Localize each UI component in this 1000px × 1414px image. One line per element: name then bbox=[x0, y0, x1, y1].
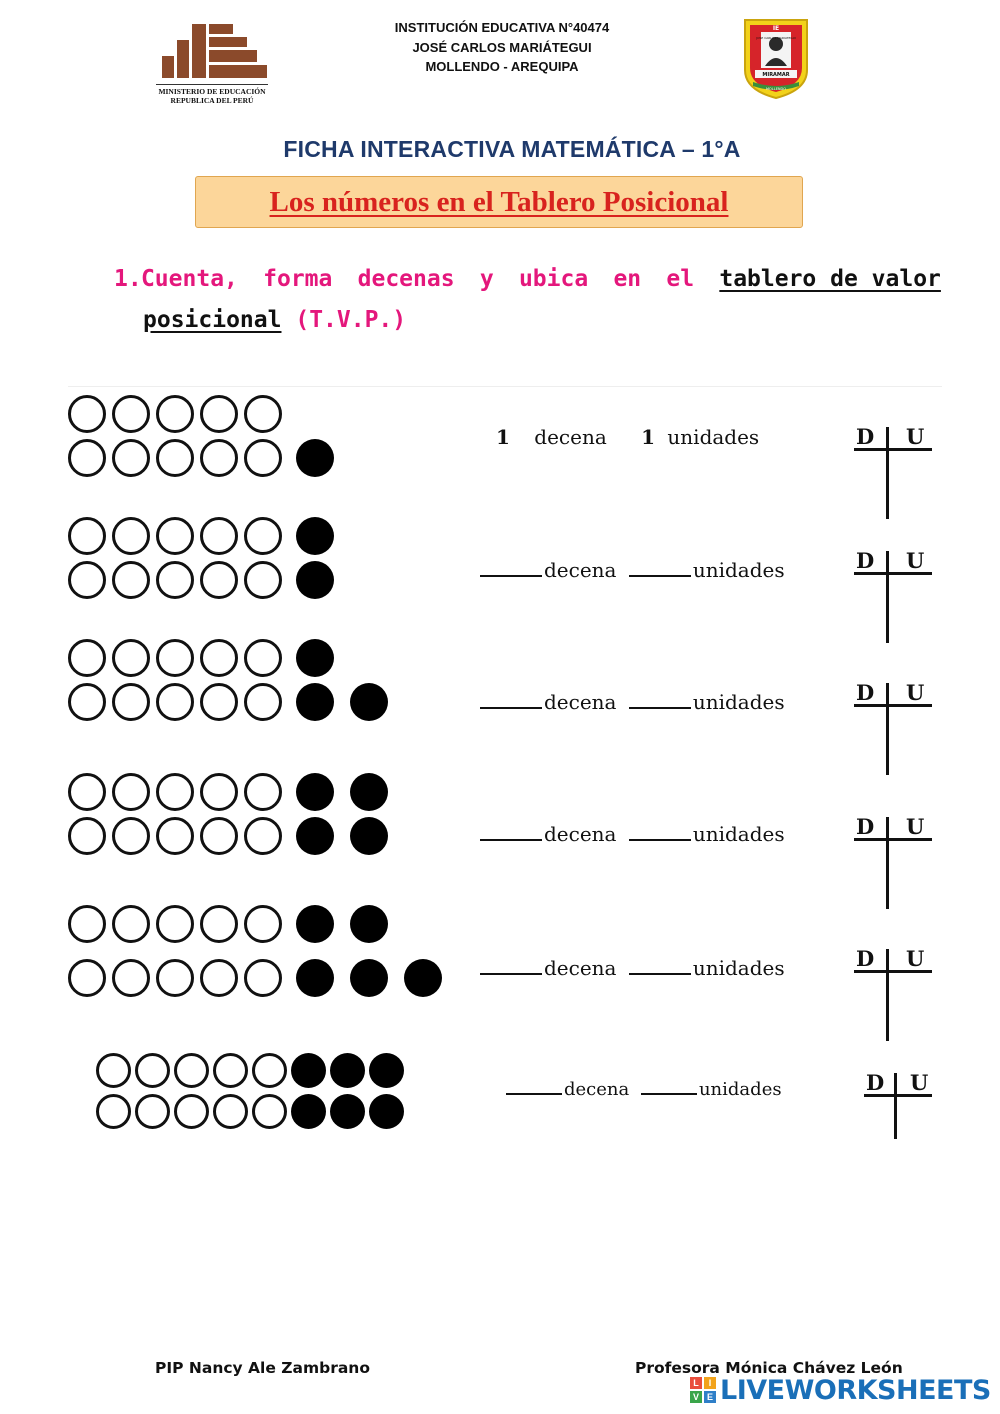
unidades-label: unidades bbox=[692, 956, 785, 980]
school-seal-icon bbox=[741, 16, 811, 100]
filled-counter bbox=[296, 905, 334, 943]
instruction-word: forma bbox=[263, 266, 333, 292]
open-counter bbox=[244, 395, 282, 433]
open-counter bbox=[200, 561, 238, 599]
school-name-line-1: INSTITUCIÓN EDUCATIVA N°40474 bbox=[394, 20, 610, 35]
filled-counter bbox=[350, 773, 388, 811]
unidades-label: unidades bbox=[692, 822, 785, 846]
open-counter bbox=[96, 1094, 131, 1129]
seal-place-text: MIRAMAR bbox=[762, 72, 790, 78]
filled-counter bbox=[296, 773, 334, 811]
ministry-line-1: MINISTERIO DE EDUCACIÓN bbox=[158, 87, 266, 96]
decena-label: decena bbox=[544, 956, 617, 980]
units-answer-field[interactable] bbox=[629, 955, 691, 975]
open-counter bbox=[68, 817, 106, 855]
worksheet-heading: FICHA INTERACTIVA MATEMÁTICA – 1°A bbox=[283, 136, 741, 162]
place-value-table bbox=[864, 1070, 932, 1139]
tens-answer-field[interactable] bbox=[480, 557, 542, 577]
tens-answer-field[interactable] bbox=[480, 821, 542, 841]
open-counter bbox=[112, 561, 150, 599]
instruction-underlined-1: tablero de valor bbox=[719, 266, 941, 292]
open-counter bbox=[244, 817, 282, 855]
liveworksheets-wordmark: LIVEWORKSHEETS bbox=[720, 1374, 991, 1406]
decena-label: decena bbox=[534, 425, 607, 449]
sentence bbox=[480, 557, 785, 582]
exercise-row-4 bbox=[68, 773, 942, 893]
open-counter bbox=[200, 639, 238, 677]
filled-counter bbox=[350, 959, 388, 997]
place-value-table bbox=[854, 680, 932, 775]
open-counter bbox=[156, 905, 194, 943]
sentence bbox=[506, 1075, 782, 1100]
seal-name-text: JOSE CARLOS MARIATEGUI bbox=[756, 36, 796, 40]
open-counter bbox=[112, 683, 150, 721]
filled-counter bbox=[296, 959, 334, 997]
open-counter bbox=[156, 683, 194, 721]
sentence bbox=[496, 425, 759, 449]
open-counter bbox=[112, 395, 150, 433]
tens-value: 1 bbox=[496, 425, 510, 449]
tvp-d: D bbox=[856, 946, 875, 971]
filled-counter bbox=[296, 817, 334, 855]
tens-answer-field[interactable] bbox=[506, 1075, 562, 1095]
units-answer-field[interactable] bbox=[629, 821, 691, 841]
unidades-label: unidades bbox=[692, 558, 785, 582]
open-counter bbox=[200, 683, 238, 721]
open-counter bbox=[200, 439, 238, 477]
unidades-label: unidades bbox=[692, 690, 785, 714]
open-counter bbox=[112, 817, 150, 855]
tvp-d: D bbox=[866, 1070, 885, 1095]
tvp-u: U bbox=[906, 548, 925, 573]
tvp-d: D bbox=[856, 814, 875, 839]
cube-letter: I bbox=[704, 1377, 716, 1389]
ministry-logo bbox=[156, 22, 268, 108]
school-location: MOLLENDO - AREQUIPA bbox=[425, 59, 579, 74]
open-counter bbox=[68, 395, 106, 433]
open-counter bbox=[156, 639, 194, 677]
open-counter bbox=[156, 773, 194, 811]
decena-label: decena bbox=[544, 558, 617, 582]
title-banner bbox=[195, 176, 803, 228]
ministry-logo-bars bbox=[156, 22, 268, 80]
filled-counter bbox=[330, 1094, 365, 1129]
sentence bbox=[480, 821, 785, 846]
filled-counter bbox=[296, 517, 334, 555]
filled-counter bbox=[291, 1094, 326, 1129]
sentence bbox=[480, 955, 785, 980]
open-counter bbox=[174, 1094, 209, 1129]
school-name-line-2: JOSÉ CARLOS MARIÁTEGUI bbox=[412, 39, 592, 55]
unidades-label: unidades bbox=[667, 425, 760, 449]
units-answer-field[interactable] bbox=[629, 689, 691, 709]
place-value-table bbox=[854, 814, 932, 909]
open-counter bbox=[244, 517, 282, 555]
footer-teacher: Profesora Mónica Chávez León bbox=[635, 1359, 903, 1377]
open-counter bbox=[112, 959, 150, 997]
place-value-table bbox=[854, 424, 932, 519]
open-counter bbox=[135, 1053, 170, 1088]
tvp-d: D bbox=[856, 680, 875, 705]
open-counter bbox=[244, 561, 282, 599]
exercise-row-3 bbox=[68, 639, 942, 759]
instruction-word: y bbox=[479, 266, 494, 292]
open-counter bbox=[68, 517, 106, 555]
instruction-number: 1. bbox=[114, 266, 142, 292]
seal-bottom-text: MOLLENDO bbox=[766, 87, 786, 91]
open-counter bbox=[213, 1094, 248, 1129]
liveworksheets-cube-icon bbox=[690, 1377, 716, 1403]
instruction bbox=[114, 259, 941, 341]
filled-counter bbox=[404, 959, 442, 997]
decena-label: decena bbox=[564, 1079, 630, 1100]
open-counter bbox=[135, 1094, 170, 1129]
open-counter bbox=[244, 439, 282, 477]
filled-counter bbox=[296, 561, 334, 599]
open-counter bbox=[174, 1053, 209, 1088]
unidades-label: unidades bbox=[698, 1079, 782, 1100]
open-counter bbox=[156, 439, 194, 477]
open-counter bbox=[156, 395, 194, 433]
open-counter bbox=[156, 959, 194, 997]
cube-letter: E bbox=[704, 1391, 716, 1403]
filled-counter bbox=[330, 1053, 365, 1088]
tens-answer-field[interactable] bbox=[480, 689, 542, 709]
tvp-u: U bbox=[906, 424, 925, 449]
filled-counter bbox=[296, 439, 334, 477]
tvp-d: D bbox=[856, 424, 875, 449]
instruction-word: en bbox=[613, 266, 642, 292]
tvp-u: U bbox=[906, 814, 925, 839]
exercise-row-6 bbox=[68, 1053, 942, 1173]
school-heading bbox=[320, 18, 684, 77]
instruction-word: el bbox=[666, 266, 695, 292]
open-counter bbox=[200, 817, 238, 855]
instruction-line-2 bbox=[114, 300, 941, 341]
sentence bbox=[480, 689, 785, 714]
ministry-caption bbox=[156, 84, 268, 105]
open-counter bbox=[112, 517, 150, 555]
open-counter bbox=[244, 683, 282, 721]
exercise-area bbox=[68, 386, 942, 1138]
open-counter bbox=[200, 517, 238, 555]
tvp-d: D bbox=[856, 548, 875, 573]
filled-counter bbox=[296, 639, 334, 677]
open-counter bbox=[200, 905, 238, 943]
filled-counter bbox=[350, 905, 388, 943]
open-counter bbox=[156, 517, 194, 555]
open-counter bbox=[68, 905, 106, 943]
open-counter bbox=[112, 439, 150, 477]
open-counter bbox=[96, 1053, 131, 1088]
instruction-word: decenas bbox=[357, 266, 455, 292]
tvp-u: U bbox=[906, 680, 925, 705]
filled-counter bbox=[350, 683, 388, 721]
open-counter bbox=[68, 561, 106, 599]
units-answer-field[interactable] bbox=[641, 1075, 697, 1095]
open-counter bbox=[112, 905, 150, 943]
filled-counter bbox=[350, 817, 388, 855]
footer-author: PIP Nancy Ale Zambrano bbox=[155, 1359, 370, 1377]
units-answer-field[interactable] bbox=[629, 557, 691, 577]
open-counter bbox=[244, 773, 282, 811]
filled-counter bbox=[291, 1053, 326, 1088]
filled-counter bbox=[369, 1053, 404, 1088]
cube-letter: V bbox=[690, 1391, 702, 1403]
filled-counter bbox=[296, 683, 334, 721]
open-counter bbox=[156, 561, 194, 599]
open-counter bbox=[252, 1094, 287, 1129]
exercise-row-5 bbox=[68, 905, 942, 1025]
open-counter bbox=[68, 773, 106, 811]
open-counter bbox=[244, 639, 282, 677]
open-counter bbox=[200, 959, 238, 997]
open-counter bbox=[68, 683, 106, 721]
liveworksheets-logo bbox=[690, 1374, 991, 1406]
open-counter bbox=[156, 817, 194, 855]
open-counter bbox=[244, 905, 282, 943]
tvp-u: U bbox=[910, 1070, 929, 1095]
instruction-word: Cuenta, bbox=[140, 266, 238, 292]
open-counter bbox=[112, 773, 150, 811]
open-counter bbox=[213, 1053, 248, 1088]
exercise-row-1 bbox=[68, 395, 942, 515]
exercise-row-2 bbox=[68, 517, 942, 637]
open-counter bbox=[200, 395, 238, 433]
instruction-word: ubica bbox=[518, 266, 589, 292]
place-value-table bbox=[854, 548, 932, 643]
tens-answer-field[interactable] bbox=[480, 955, 542, 975]
decena-label: decena bbox=[544, 690, 617, 714]
seal-top-text: IE bbox=[772, 25, 780, 32]
open-counter bbox=[68, 439, 106, 477]
cube-letter: L bbox=[690, 1377, 702, 1389]
instruction-underlined-2: posicional bbox=[143, 307, 282, 333]
open-counter bbox=[252, 1053, 287, 1088]
ministry-line-2: REPUBLICA DEL PERÚ bbox=[170, 96, 254, 105]
filled-counter bbox=[369, 1094, 404, 1129]
main-title: Los números en el Tablero Posicional bbox=[269, 185, 729, 218]
tvp-u: U bbox=[906, 946, 925, 971]
open-counter bbox=[68, 639, 106, 677]
open-counter bbox=[68, 959, 106, 997]
open-counter bbox=[112, 639, 150, 677]
instruction-line-1 bbox=[114, 259, 941, 300]
open-counter bbox=[244, 959, 282, 997]
units-value: 1 bbox=[641, 425, 656, 449]
instruction-suffix: (T.V.P.) bbox=[295, 307, 407, 333]
decena-label: decena bbox=[544, 822, 617, 846]
place-value-table bbox=[854, 946, 932, 1041]
open-counter bbox=[200, 773, 238, 811]
